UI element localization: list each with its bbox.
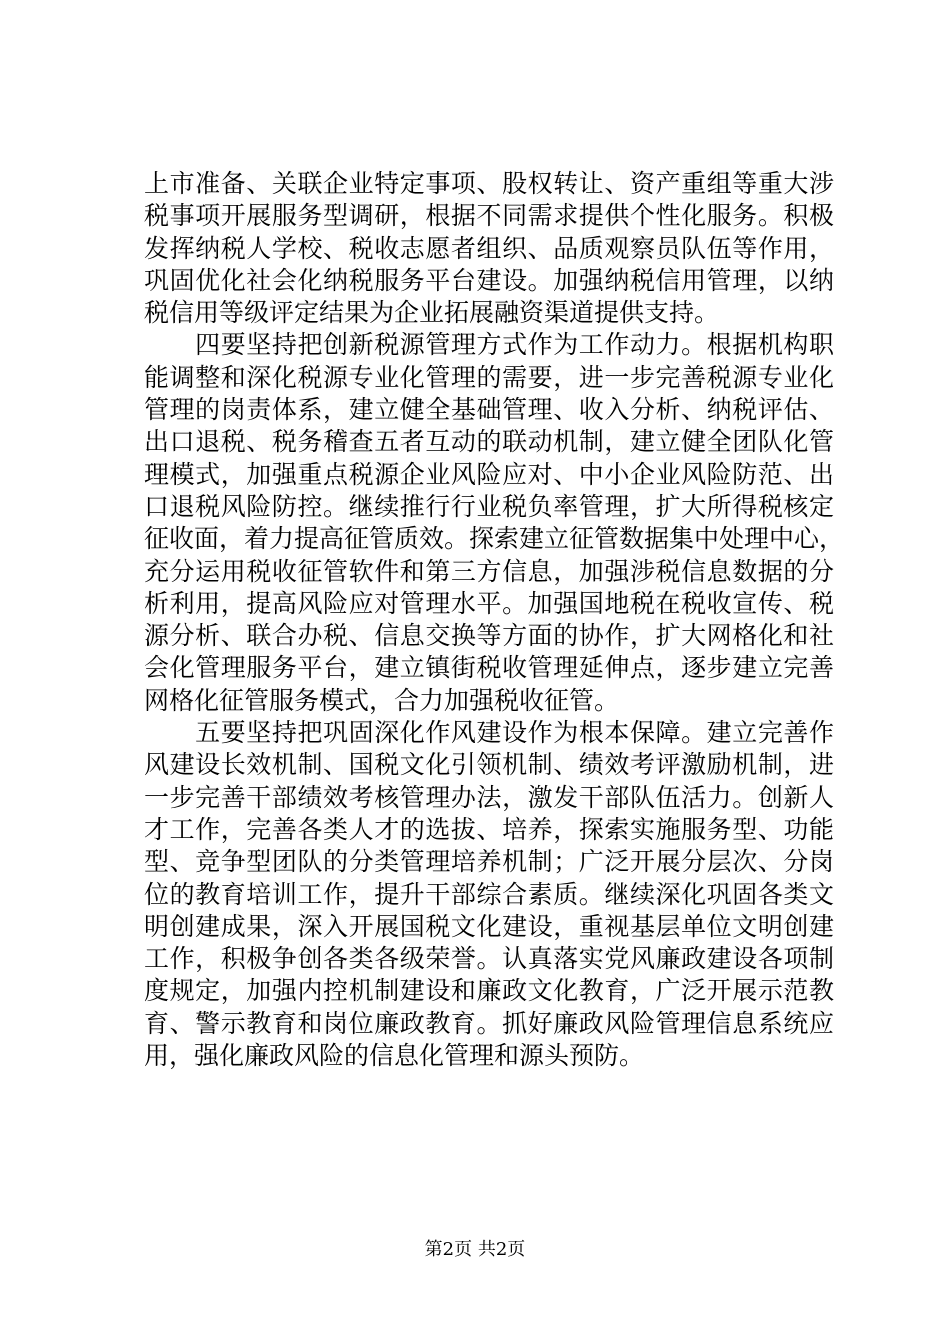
paragraph-start-line: 五要坚持把巩固深化作风建设作为根本保障。建立完善作 <box>144 718 834 748</box>
text-line: 才工作，完善各类人才的选拔、培养，探索实施服务型、功能 <box>144 814 834 844</box>
page-footer <box>0 1238 950 1262</box>
text-line: 析利用，提高风险应对管理水平。加强国地税在税收宣传、税 <box>144 588 834 618</box>
text-line: 税事项开展服务型调研，根据不同需求提供个性化服务。积极 <box>144 201 834 231</box>
text-line: 会化管理服务平台，建立镇街税收管理延伸点，逐步建立完善 <box>144 653 834 683</box>
text-line: 征收面，着力提高征管质效。探索建立征管数据集中处理中心， <box>144 524 845 554</box>
text-line: 口退税风险防控。继续推行行业税负率管理，扩大所得税核定 <box>144 491 834 521</box>
text-line: 管理的岗责体系，建立健全基础管理、收入分析、纳税评估、 <box>144 395 834 425</box>
text-line: 源分析、联合办税、信息交换等方面的协作，扩大网格化和社 <box>144 621 834 651</box>
text-line: 工作，积极争创各类各级荣誉。认真落实党风廉政建设各项制 <box>144 944 834 974</box>
text-line: 用，强化廉政风险的信息化管理和源头预防。 <box>144 1041 645 1071</box>
text-line: 发挥纳税人学校、税收志愿者组织、品质观察员队伍等作用， <box>144 233 834 263</box>
text-line: 上市准备、关联企业特定事项、股权转让、资产重组等重大涉 <box>144 169 834 198</box>
text-line: 网格化征管服务模式，合力加强税收征管。 <box>144 685 620 715</box>
text-line: 风建设长效机制、国税文化引领机制、绩效考评激励机制，进 <box>144 750 834 780</box>
text-line: 能调整和深化税源专业化管理的需要，进一步完善税源专业化 <box>144 362 834 392</box>
text-line: 出口退税、税务稽查五者互动的联动机制，建立健全团队化管 <box>144 427 834 457</box>
document-body <box>144 168 845 1072</box>
text-line: 度规定，加强内控机制建设和廉政文化教育，广泛开展示范教 <box>144 976 834 1006</box>
text-line: 税信用等级评定结果为企业拓展融资渠道提供支持。 <box>144 298 720 328</box>
paragraph-start-line: 四要坚持把创新税源管理方式作为工作动力。根据机构职 <box>144 330 834 360</box>
text-line: 型、竞争型团队的分类管理培养机制；广泛开展分层次、分岗 <box>144 847 834 877</box>
text-line: 充分运用税收征管软件和第三方信息，加强涉税信息数据的分 <box>144 556 834 586</box>
text-line: 理模式，加强重点税源企业风险应对、中小企业风险防范、出 <box>144 459 834 489</box>
text-line: 育、警示教育和岗位廉政教育。抓好廉政风险管理信息系统应 <box>144 1008 834 1038</box>
text-line: 巩固优化社会化纳税服务平台建设。加强纳税信用管理，以纳 <box>144 265 834 295</box>
text-line: 位的教育培训工作，提升干部综合素质。继续深化巩固各类文 <box>144 879 834 909</box>
text-line: 明创建成果，深入开展国税文化建设，重视基层单位文明创建 <box>144 911 834 941</box>
page-number-label: 第2页 共2页 <box>424 1239 526 1260</box>
text-line: 一步完善干部绩效考核管理办法，激发干部队伍活力。创新人 <box>144 782 834 812</box>
